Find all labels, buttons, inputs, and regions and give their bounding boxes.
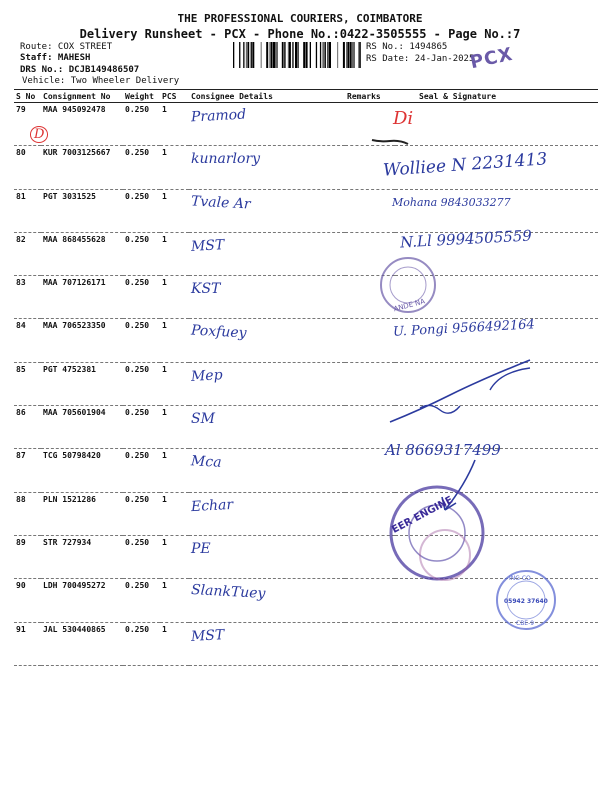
seal-note-79: Di — [393, 108, 414, 129]
barcode-bar — [359, 42, 360, 68]
barcode-bar — [329, 42, 331, 68]
barcode-bar — [353, 42, 354, 68]
consignee-signature — [189, 362, 345, 405]
company-seal-stamp-1 — [368, 255, 448, 315]
handwritten-signature: Mep — [190, 366, 223, 385]
sno-cell: 79 — [14, 103, 41, 146]
handwritten-signature: Echar — [190, 496, 234, 515]
col-weight: Weight — [123, 90, 160, 103]
barcode-bar — [303, 42, 305, 68]
weight-cell: 0.250 — [123, 146, 160, 189]
pcx-stamp: PCX — [468, 43, 515, 74]
barcode-bar — [282, 42, 283, 68]
handwritten-signature: Tvale Ar — [190, 193, 251, 213]
consignee-signature — [189, 319, 345, 362]
barcode-bar — [292, 42, 293, 68]
sno-cell: 87 — [14, 449, 41, 492]
company-seal-stamp-3 — [495, 568, 557, 632]
weight-cell: 0.250 — [123, 362, 160, 405]
barcode-bar — [284, 42, 285, 68]
barcode-bar — [346, 42, 347, 68]
barcode-bar — [239, 42, 240, 68]
barcode-bar — [325, 42, 326, 68]
sno-cell: 80 — [14, 146, 41, 189]
seal-cell — [395, 103, 598, 146]
handwritten-signature: MST — [190, 626, 225, 645]
drs-number: DRS No.: DCJB149486507 — [20, 65, 140, 75]
stamp2-text: EER ENGINE — [390, 494, 455, 536]
handwritten-signature: Pramod — [190, 106, 247, 126]
weight-cell: 0.250 — [123, 622, 160, 665]
barcode-bar — [273, 42, 275, 68]
barcode-bar — [233, 42, 234, 68]
mark-79: D — [30, 126, 48, 143]
stamp3-bottom: CBE-9 — [516, 620, 535, 627]
pcs-cell: 1 — [160, 276, 189, 319]
barcode-bar — [248, 42, 249, 68]
stamp3-text: ING CO — [509, 575, 531, 582]
weight-cell: 0.250 — [123, 276, 160, 319]
barcode-bar — [276, 42, 277, 68]
barcode-bar — [352, 42, 353, 68]
pcs-cell: 1 — [160, 622, 189, 665]
barcode-bar — [327, 42, 328, 68]
pcs-cell: 1 — [160, 535, 189, 578]
weight-cell: 0.250 — [123, 449, 160, 492]
weight-cell: 0.250 — [123, 189, 160, 232]
pcs-cell: 1 — [160, 449, 189, 492]
barcode-bar — [347, 42, 349, 68]
sno-cell: 85 — [14, 362, 41, 405]
sno-cell: 90 — [14, 579, 41, 622]
pcs-cell: 1 — [160, 146, 189, 189]
barcode-bar — [350, 42, 352, 68]
scribble-79 — [370, 130, 410, 150]
barcode-bar — [343, 42, 345, 68]
stamp1-text: ANDE NA — [392, 297, 426, 314]
handwritten-signature: SlankTuey — [190, 582, 266, 603]
col-consignment: Consignment No — [41, 90, 123, 103]
weight-cell: 0.250 — [123, 492, 160, 535]
table-row — [14, 103, 598, 146]
weight-cell: 0.250 — [123, 579, 160, 622]
barcode-bar — [338, 42, 339, 68]
barcode-bar — [271, 42, 273, 68]
route-label: Route: COX STREET — [20, 42, 113, 52]
barcode — [233, 42, 361, 68]
stamp3-number: 05942 37640 — [504, 598, 548, 605]
handwritten-signature: Poxfuey — [190, 323, 247, 342]
consignment-number: STR 727934 — [41, 535, 123, 578]
consignment-number: KUR 7003125667 — [41, 146, 123, 189]
seal-note-82: N.Ll 9994505559 — [399, 226, 533, 252]
pcs-cell: 1 — [160, 189, 189, 232]
weight-cell: 0.250 — [123, 103, 160, 146]
barcode-bar — [246, 42, 247, 68]
scribble-85-86 — [380, 350, 540, 430]
table-row — [14, 492, 598, 535]
handwritten-signature: SM — [191, 411, 215, 428]
barcode-bar — [266, 42, 268, 68]
barcode-bar — [243, 42, 244, 68]
barcode-bar — [251, 42, 252, 68]
sno-cell: 84 — [14, 319, 41, 362]
consignment-number: PGT 4752381 — [41, 362, 123, 405]
staff-label: Staff: MAHESH — [20, 53, 91, 63]
barcode-bar — [295, 42, 297, 68]
consignment-number: TCG 50798420 — [41, 449, 123, 492]
barcode-bar — [289, 42, 291, 68]
consignee-signature — [189, 103, 345, 146]
barcode-bar — [288, 42, 289, 68]
col-seal: Seal & Signature — [395, 90, 598, 103]
consignee-signature — [189, 535, 345, 578]
barcode-bar — [306, 42, 308, 68]
barcode-bar — [360, 42, 361, 68]
seal-note-84: U. Pongi 9566492164 — [392, 317, 536, 340]
sno-cell: 83 — [14, 276, 41, 319]
seal-note-80: Wolliee N 2231413 — [382, 149, 548, 181]
remarks-cell — [345, 622, 395, 665]
handwritten-signature: kunarlory — [191, 151, 261, 168]
remarks-cell — [345, 189, 395, 232]
consignee-signature — [189, 232, 345, 275]
col-consignee: Consignee Details — [189, 90, 345, 103]
consignment-number: MAA 945092478 — [41, 103, 123, 146]
barcode-bar — [297, 42, 298, 68]
company-seal-stamp-2 — [385, 475, 495, 595]
pcs-cell: 1 — [160, 319, 189, 362]
col-remarks: Remarks — [345, 90, 395, 103]
seal-note-87: Al 8669317499 — [385, 441, 501, 459]
company-title: THE PROFESSIONAL COURIERS, COIMBATORE — [177, 12, 423, 25]
rs-date: RS Date: 24-Jan-2025 — [366, 54, 475, 64]
consignee-signature — [189, 406, 345, 449]
barcode-bar — [261, 42, 262, 68]
sno-cell: 82 — [14, 232, 41, 275]
seal-note-81: Mohana 9843033277 — [392, 196, 511, 209]
pcs-cell: 1 — [160, 579, 189, 622]
barcode-bar — [354, 42, 355, 68]
barcode-bar — [270, 42, 271, 68]
consignee-signature — [189, 449, 345, 492]
handwritten-signature: Mca — [190, 453, 222, 472]
sno-cell: 81 — [14, 189, 41, 232]
barcode-bar — [285, 42, 286, 68]
barcode-bar — [277, 42, 278, 68]
table-row — [14, 276, 598, 319]
consignee-signature — [189, 146, 345, 189]
weight-cell: 0.250 — [123, 406, 160, 449]
pcs-cell: 1 — [160, 232, 189, 275]
consignment-number: MAA 706523350 — [41, 319, 123, 362]
consignment-number: PGT 3031525 — [41, 189, 123, 232]
sno-cell: 88 — [14, 492, 41, 535]
consignment-number: MAA 707126171 — [41, 276, 123, 319]
consignment-number: MAA 705601904 — [41, 406, 123, 449]
weight-cell: 0.250 — [123, 319, 160, 362]
barcode-bar — [320, 42, 321, 68]
consignee-signature — [189, 276, 345, 319]
sno-cell: 89 — [14, 535, 41, 578]
rs-number: RS No.: 1494865 — [366, 42, 448, 52]
sno-cell: 91 — [14, 622, 41, 665]
consignment-number: LDH 700495272 — [41, 579, 123, 622]
barcode-bar — [275, 42, 276, 68]
col-pcs: PCS — [160, 90, 189, 103]
pcs-cell: 1 — [160, 406, 189, 449]
handwritten-signature: MST — [190, 237, 225, 255]
consignment-number: JAL 530440865 — [41, 622, 123, 665]
pcs-cell: 1 — [160, 362, 189, 405]
weight-cell: 0.250 — [123, 535, 160, 578]
barcode-bar — [252, 42, 254, 68]
runsheet-title: Delivery Runsheet - PCX - Phone No.:0422-3505555 - Page No.:7 — [79, 27, 521, 41]
barcode-bar — [247, 42, 248, 68]
sno-cell: 86 — [14, 406, 41, 449]
table-row — [14, 449, 598, 492]
consignment-number: PLN 1521286 — [41, 492, 123, 535]
consignee-signature — [189, 189, 345, 232]
pcs-cell: 1 — [160, 492, 189, 535]
consignee-signature — [189, 492, 345, 535]
consignee-signature — [189, 622, 345, 665]
barcode-bar — [324, 42, 325, 68]
barcode-bar — [310, 42, 311, 68]
handwritten-signature: KST — [191, 281, 221, 298]
consignee-signature — [189, 579, 345, 622]
handwritten-signature: PE — [191, 540, 211, 557]
table-header — [14, 90, 598, 103]
weight-cell: 0.250 — [123, 232, 160, 275]
pcs-cell: 1 — [160, 103, 189, 146]
barcode-bar — [316, 42, 317, 68]
vehicle-label: Vehicle: Two Wheeler Delivery — [22, 76, 180, 86]
barcode-bar — [323, 42, 324, 68]
col-sno: S No — [14, 90, 41, 103]
consignment-number: MAA 868455628 — [41, 232, 123, 275]
